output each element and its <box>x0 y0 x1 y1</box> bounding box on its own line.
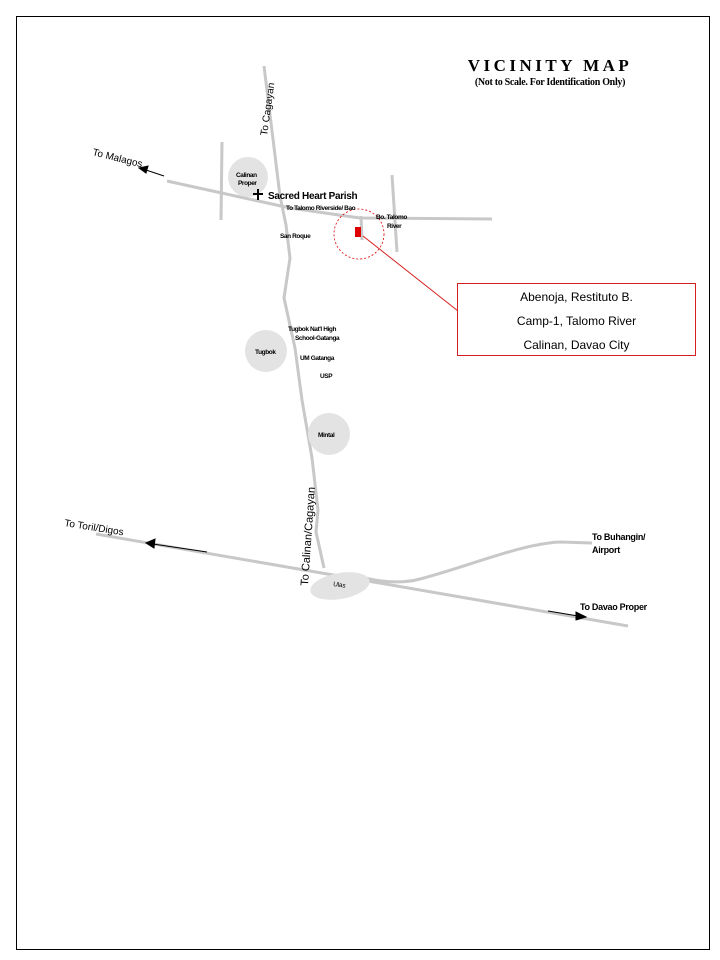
road-buhangin <box>352 542 592 582</box>
label-to-cagayan: To Cagayan <box>259 82 278 137</box>
map-subtitle: (Not to Scale. For Identification Only) <box>474 77 626 88</box>
location-info-box <box>457 283 696 356</box>
site-city: Calinan, Davao City <box>523 338 630 352</box>
label-bo-talomo: Bo. Talomo <box>376 214 407 221</box>
label-to-toril-digos: To Toril/Digos <box>63 518 125 539</box>
label-to-talomo-riverside: To Talomo Riverside/ Bao <box>286 205 356 212</box>
callout-line <box>363 236 458 311</box>
label-tugbok: Tugbok <box>255 349 276 356</box>
label-tugbok-school-1: Tugbok Nat'l High <box>288 326 337 333</box>
label-um-gatanga: UM Gatanga <box>300 355 334 362</box>
site-address: Camp-1, Talomo River <box>516 314 637 328</box>
label-mintal: Mintal <box>318 432 335 439</box>
label-to-malagos: To Malagos <box>91 147 144 171</box>
label-sacred-heart-parish: Sacred Heart Parish <box>268 191 358 202</box>
road-calinan-south <box>280 196 324 568</box>
label-to-buhangin: To Buhangin/ <box>592 532 646 542</box>
label-airport: Airport <box>592 545 620 555</box>
label-proper: Proper <box>238 180 257 187</box>
label-usp: USP <box>320 373 333 380</box>
label-san-roque: San Roque <box>280 233 311 240</box>
label-river: River <box>387 223 402 230</box>
label-ulas: Ulas <box>332 581 346 590</box>
road-talomo-spur <box>361 216 362 240</box>
arrow-malagos-icon <box>139 166 164 176</box>
label-tugbok-school-2: School-Gatanga <box>295 335 340 342</box>
map-title: VICINITY MAP <box>467 56 633 75</box>
label-to-calinan-cagayan: To Calinan/Cagayan <box>299 486 318 587</box>
road-west-cross <box>221 142 222 220</box>
owner-name: Abenoja, Restituto B. <box>520 290 633 304</box>
site-marker-icon <box>355 227 361 237</box>
label-to-davao-proper: To Davao Proper <box>580 602 647 612</box>
map-title-block <box>440 56 660 88</box>
label-calinan: Calinan <box>236 172 257 179</box>
